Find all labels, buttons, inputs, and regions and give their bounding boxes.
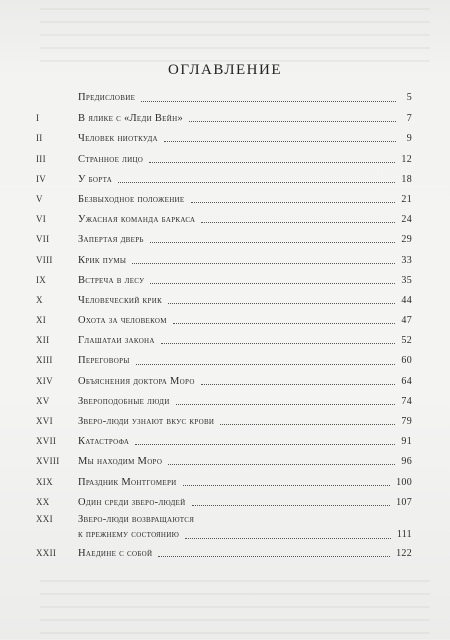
page-number: 122	[396, 547, 412, 559]
chapter-number: XVII	[36, 436, 57, 447]
chapter-title: Праздник Монтгомери	[78, 476, 177, 488]
dot-leader	[192, 504, 391, 506]
toc-entry	[36, 169, 412, 189]
chapter-number: XI	[36, 315, 47, 326]
dot-leader	[176, 403, 396, 405]
bleed-through-top	[40, 8, 430, 68]
chapter-title: Объяснения доктора Моро	[78, 375, 195, 387]
page-number: 64	[401, 375, 412, 387]
dot-leader	[132, 262, 395, 264]
page-number: 91	[401, 436, 412, 448]
page-number: 100	[396, 476, 412, 488]
dot-leader	[141, 100, 396, 102]
dot-leader	[183, 484, 391, 486]
chapter-title: Звероподобные люди	[78, 395, 170, 407]
toc-entry	[36, 512, 412, 543]
page-number: 29	[401, 234, 412, 246]
chapter-number: IV	[36, 173, 47, 184]
chapter-number: III	[36, 153, 46, 164]
page-number: 12	[401, 153, 412, 165]
bleed-through-bottom	[40, 580, 430, 640]
chapter-title: Странное лицо	[78, 153, 144, 165]
chapter-title: Запертая дверь	[78, 234, 144, 246]
toc-entry	[36, 391, 412, 411]
page-number: 79	[401, 416, 412, 427]
chapter-title: Крик пумы	[78, 254, 127, 266]
dot-leader	[164, 140, 396, 142]
page-number: 107	[396, 496, 412, 508]
chapter-number: I	[36, 113, 40, 124]
page-number: 60	[401, 355, 412, 367]
toc-entry	[36, 330, 412, 350]
chapter-title: Человек ниоткуда	[78, 133, 158, 145]
page-title: ОГЛАВЛЕНИЕ	[168, 62, 282, 78]
page-number: 111	[396, 528, 412, 540]
toc-entry	[36, 108, 412, 128]
toc-entry	[36, 88, 412, 108]
page-number: 44	[401, 294, 412, 306]
table-of-contents	[36, 88, 412, 563]
toc-entry	[36, 472, 412, 492]
toc-entry	[36, 371, 412, 391]
chapter-title: Наедине с собой	[78, 547, 153, 559]
dot-leader	[158, 555, 390, 557]
chapter-number: VI	[36, 214, 47, 225]
page-number: 47	[401, 315, 412, 327]
page-number: 33	[401, 254, 412, 266]
chapter-number: IX	[36, 274, 47, 285]
chapter-title: Предисловие	[78, 92, 136, 103]
toc-entry	[36, 128, 412, 148]
chapter-title: У борта	[78, 173, 113, 185]
chapter-title-wrap	[78, 512, 412, 543]
page-number: 5	[406, 92, 412, 103]
chapter-title: Переговоры	[78, 355, 130, 367]
chapter-number: VII	[36, 234, 50, 245]
dot-leader	[150, 241, 396, 243]
chapter-number: VIII	[36, 254, 53, 265]
chapter-number: XVIII	[36, 456, 60, 467]
toc-entry	[36, 229, 412, 249]
page-number: 24	[401, 214, 412, 226]
chapter-title: Зверо-люди возвращаются	[78, 513, 195, 525]
dot-leader	[191, 201, 396, 203]
chapter-title: Зверо-люди узнают вкус крови	[78, 416, 215, 427]
dot-leader	[185, 537, 391, 539]
toc-entry	[36, 492, 412, 512]
toc-entry	[36, 431, 412, 451]
chapter-number: XIII	[36, 355, 53, 366]
toc-entry	[36, 411, 412, 431]
dot-leader	[201, 383, 396, 385]
dot-leader	[135, 443, 395, 445]
dot-leader	[150, 282, 395, 284]
chapter-title: Глашатаи закона	[78, 335, 155, 347]
toc-entry	[36, 149, 412, 169]
chapter-number: XVI	[36, 416, 53, 426]
toc-entry	[36, 189, 412, 209]
chapter-title: Катастрофа	[78, 436, 130, 448]
toc-entry	[36, 451, 412, 471]
dot-leader	[118, 181, 395, 183]
chapter-title: Человеческий крик	[78, 294, 163, 306]
dot-leader	[189, 120, 396, 122]
chapter-number: XXI	[36, 513, 53, 524]
chapter-number: XII	[36, 335, 50, 346]
page-number: 74	[401, 395, 412, 407]
toc-entry	[36, 350, 412, 370]
chapter-number: X	[36, 294, 43, 305]
page-number: 35	[401, 274, 412, 286]
chapter-title: Один среди зверо-людей	[78, 496, 186, 508]
dot-leader	[220, 423, 395, 425]
chapter-number: XX	[36, 496, 50, 507]
dot-leader	[201, 221, 395, 223]
chapter-title: Мы находим Моро	[78, 456, 163, 468]
page-number: 96	[401, 456, 412, 468]
dot-leader	[173, 322, 396, 324]
chapter-number: XIV	[36, 375, 53, 386]
page-number: 7	[406, 113, 412, 125]
toc-entry	[36, 250, 412, 270]
dot-leader	[161, 342, 396, 344]
chapter-title-line2	[78, 527, 412, 543]
dot-leader	[168, 302, 395, 304]
page-number: 9	[406, 133, 412, 145]
chapter-title-continued: к прежнему состоянию	[78, 528, 180, 540]
chapter-title: Безвыходное положение	[78, 193, 185, 205]
page-number: 21	[401, 193, 412, 205]
chapter-title: Охота за человеком	[78, 315, 167, 327]
dot-leader	[168, 463, 395, 465]
dot-leader	[149, 161, 395, 163]
chapter-title: В ялике с «Леди Вейн»	[78, 113, 184, 125]
toc-entry	[36, 310, 412, 330]
toc-entry	[36, 270, 412, 290]
chapter-number: XXII	[36, 547, 57, 558]
chapter-number: II	[36, 133, 43, 144]
chapter-number: V	[36, 193, 43, 204]
chapter-title: Ужасная команда баркаса	[78, 214, 196, 226]
toc-entry	[36, 290, 412, 310]
chapter-title: Встреча в лесу	[78, 274, 145, 286]
page-number: 18	[401, 173, 412, 185]
chapter-number: XIX	[36, 476, 53, 487]
chapter-number: XV	[36, 395, 50, 406]
page-number: 52	[401, 335, 412, 347]
toc-entry	[36, 209, 412, 229]
dot-leader	[136, 363, 396, 365]
toc-entry	[36, 543, 412, 563]
